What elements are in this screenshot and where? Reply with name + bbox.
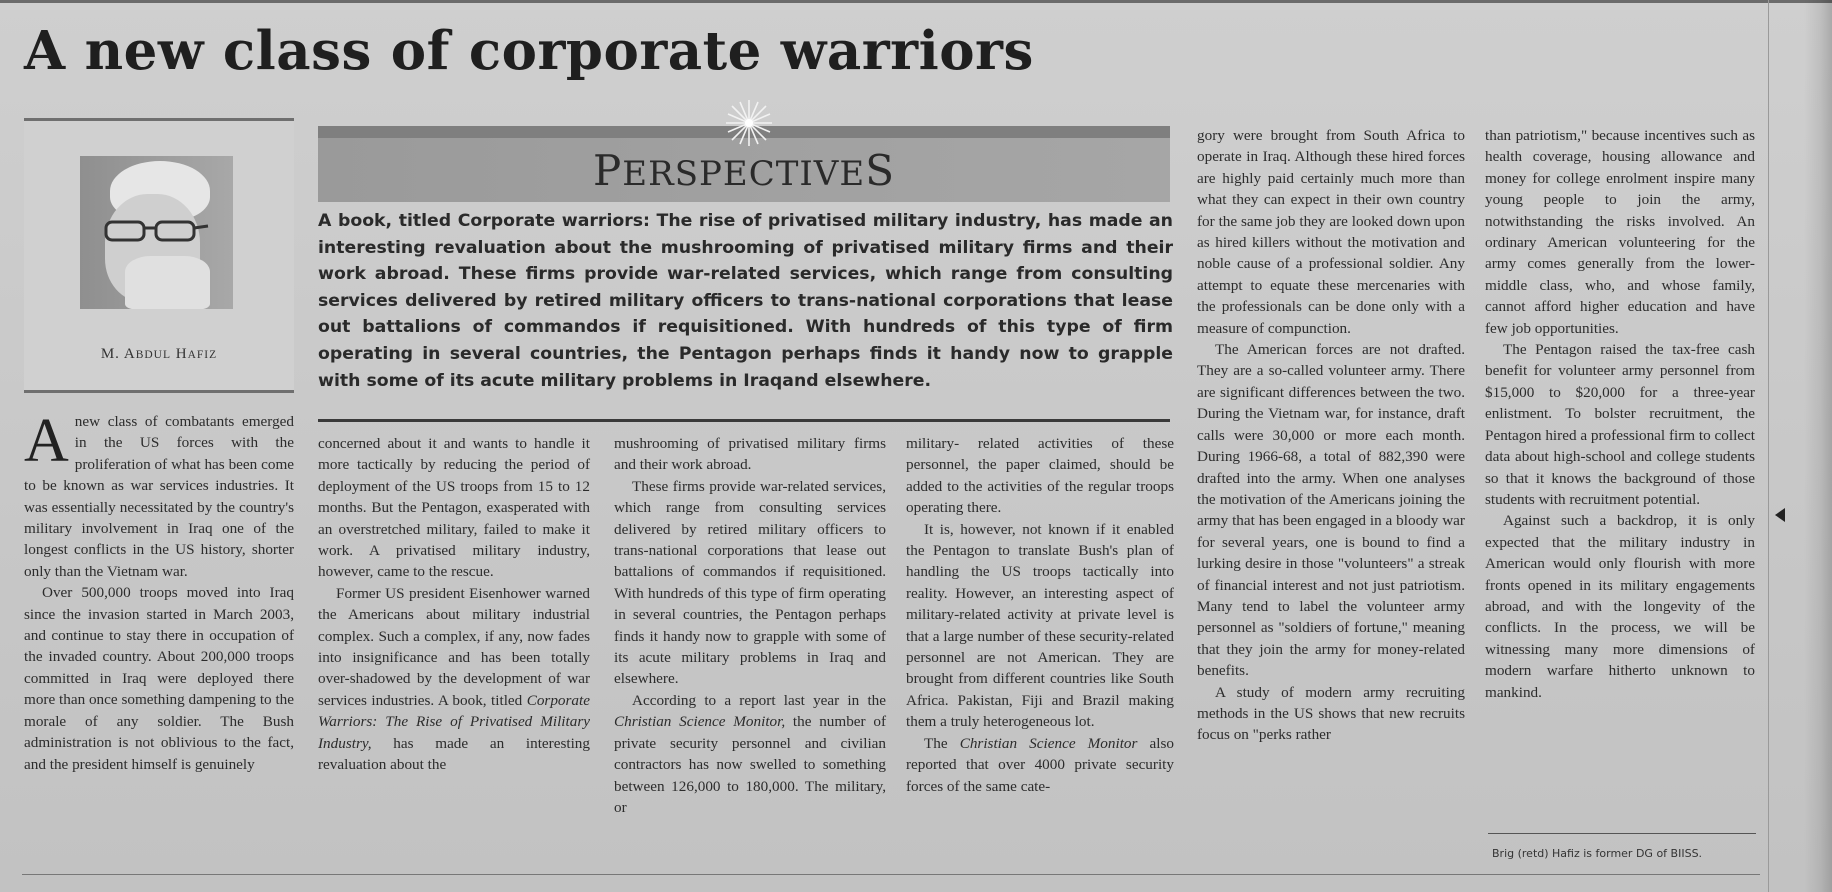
column-5: gory were brought from South Africa to operate in Iraq. Although these hired forces are highly paid certainly much more than what they can expect in their own country for the same job they are looked down upon as hired killers without the motivation and noble cause of a professional soldier. Any attempt to equate these mercenaries with the professionals can be done only with a measure of compunction. The American forces are not drafted. They are a so-called volunteer army. There are significant differences between the two. During the Vietnam war, for instance, draft calls were 30,000 or more each month. During 1966-68, a total of 882,390 were drafted into the army. When one analyses the motivation of the Americans joining the army that has been engaged in a bloody war for several years, one is bound to find a lurking desire in those "volunteers" a streak of financial interest and not just patriotism. Many tend to label the volunteer army personnel as "soldiers of fortune," meaning that they join the army for money-related benefits. A study of modern army recruiting methods in the US shows that new recruits focus on "perks rather xyxy=(1197,127,1465,744)
headline: A new class of corporate warriors xyxy=(24,20,1034,82)
column-1: Anew class of combatants emerged in the US forces with the proliferation of what has been come to be known as war services industries. It was essentially necessitated by the country's military involvement in Iraq one of the longest conflicts in the US history, shorter only than the Vietnam war. Over 500,000 troops moved into Iraq since the invasion started in March 2003, and continue to stay there in occupation of the invaded country. About 200,000 troops committed in Iraq were deployed there more than once something dampening to the morale of any soldier. The Bush administration is not oblivious to the fact, and the president himself is genuinely xyxy=(24,407,294,773)
bleed-through xyxy=(1080,20,1109,125)
column-2: concerned about it and wants to handle it more tactically by reducing the period of deployment of the US troops from 15 to 12 months. But the Pentagon, exasperated with an overstretched military, failed to make it work. A privatised military industry, however, came to the rescue. Former US president Eisenhower warned the Americans about military industrial complex. Such a complex, if any, now fades into insignificance and has been totally over-shadowed by the development of war services industries. A book, titled Corporate Warriors: The Rise of Privatised Military Industry, has made an interesting revaluation about the xyxy=(318,435,590,774)
bottom-rule xyxy=(22,874,1760,875)
lead-rule xyxy=(318,419,1170,422)
author-photo xyxy=(80,156,233,309)
top-rule xyxy=(0,0,1832,3)
page-edge-rule xyxy=(1768,0,1769,892)
column-4: military- related activities of these personnel, the paper claimed, should be added to the activities of the regular troops operating there. It is, however, not known if it enabled the Pentagon to translate Bush's plan of handling the US troops tactically into reality. However, an interesting aspect of military-related activity at private level is that a large number of these security-related personnel are not American. They are brought from different countries like South Africa. Pakistan, Fiji and Brazil making them a truly heterogeneous lot. The Christian Science Monitor also reported that over 4000 private security forces of the same cate- xyxy=(906,435,1174,795)
author-box xyxy=(24,118,294,393)
byline-rule xyxy=(1488,833,1756,834)
column-3: mushrooming of privatised military firms and their work abroad. These firms provide war-related services, which range from consulting services delivered by retired military officers to trans-national corporations that lease out battalions of commandos if requisitioned. With hundreds of this type of firm operating in several countries, the Pentagon perhaps finds it handy now to grapple with some of its acute military problems in Iraq and elsewhere. According to a report last year in the Christian Science Monitor, the number of private security personnel and civilian contractors has now swelled to something between 126,000 to 180,000. The military, or xyxy=(614,435,886,816)
page-fold-shadow xyxy=(1804,0,1832,892)
lead-paragraph: A book, titled Corporate warriors: The rise of privatised military industry, has made an interesting revaluation about the mushrooming of privatised military firms and their work abroad. These firms provide war-related services, which range from consulting services delivered by retired military officers to trans-national corporations that lease out battalions of commandos if requisitioned. With hundreds of this type of firm operating in several countries, the Pentagon perhaps finds it handy now to grapple with some of its acute military problems in Iraqand elsewhere. xyxy=(318,211,1173,391)
section-title: PERSPECTIVES xyxy=(593,146,895,195)
starburst-icon xyxy=(724,98,774,148)
column-6: than patriotism," because incentives such as health coverage, housing allowance and money for college enrolment inspire many young people to join the army, notwithstanding the risks involved. An ordinary American volunteering for the army comes generally from the lower-middle class, who, and whose family, cannot afford higher education and have few job opportunities. The Pentagon raised the tax-free cash benefit for volunteer army personnel from $15,000 to $20,000 for a three-year enlistment. To bolster recruitment, the Pentagon hired a professional firm to collect data about high-school and college students so that it knows the background of those students with recruitment potential. Against such a backdrop, it is only expected that the military industry in American would only flourish with more fronts opened in its military engagements abroad, and with the longevity of the conflicts. In the process, we will be witnessing many more dimensions of modern warfare hitherto unknown to mankind. xyxy=(1485,127,1755,701)
glasses-icon xyxy=(100,218,210,244)
drop-cap: A xyxy=(24,407,69,475)
arrow-icon xyxy=(1775,508,1785,522)
author-name: M. ABDUL HAFIZ xyxy=(100,346,218,362)
author-byline: Brig (retd) Hafiz is former DG of BIISS. xyxy=(1492,847,1703,860)
